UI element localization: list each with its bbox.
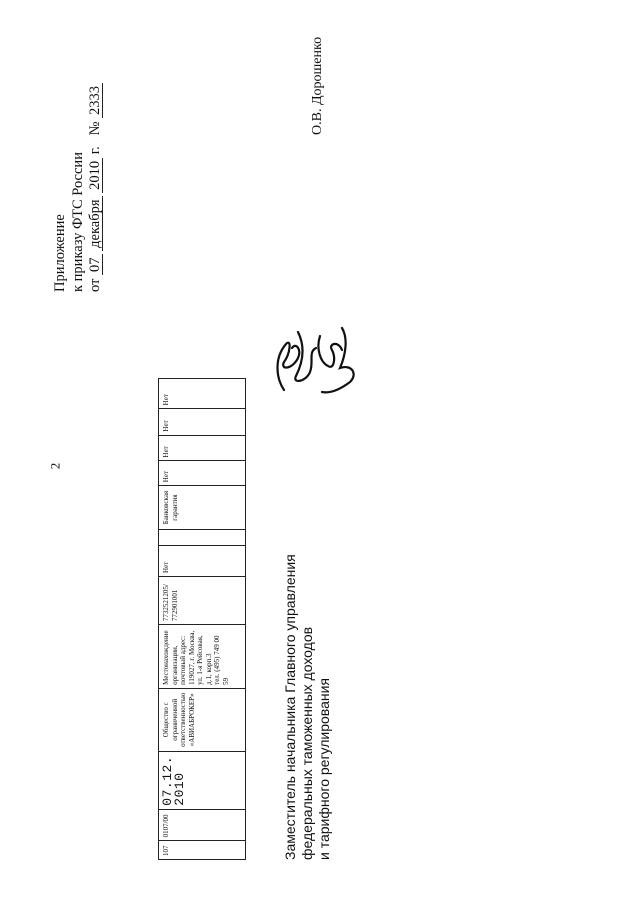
appendix-header (52, 83, 105, 292)
signatory-name: О.В. Дорошенко (310, 36, 325, 135)
position-line-2: федеральных таможенных доходов (299, 626, 315, 860)
registry-number-cell: 0107/00 (159, 809, 246, 841)
inn-kpp-cell: 7732521205/ 772901001 (159, 576, 246, 624)
address-cell: Местонахождение организации, почтовый адрес: 119027, г. Москва, ул. 1-я Рейсовая, д.1, корп.3 тел. (495) 749 00 59 (159, 625, 246, 689)
appendix-title: Приложение (52, 214, 68, 292)
column-13-cell: Нет (159, 379, 246, 409)
column-7-cell: Нет (159, 546, 246, 577)
page-number: 2 (47, 462, 63, 470)
order-month: декабря (88, 196, 103, 250)
position-line-3: и тарифного регулирования (316, 678, 332, 860)
column-10-cell: Нет (159, 461, 246, 486)
handwritten-signature (262, 318, 366, 398)
order-date-line (87, 83, 105, 292)
column-11-cell: Нет (159, 435, 246, 461)
organization-name-cell: Общество с ограниченной ответственностью «АВИАБРОКЕР» (159, 688, 246, 751)
row-number-cell: 107 (159, 841, 246, 860)
order-reference: к приказу ФТС России (69, 152, 86, 292)
number-label: № (87, 121, 103, 136)
order-year: 2010 (88, 158, 103, 193)
signatory-position (282, 554, 333, 860)
registry-table (158, 378, 246, 860)
date-cell: 07.12. 2010 (159, 751, 246, 809)
year-suffix: г. (87, 146, 103, 155)
column-8-cell (159, 529, 246, 545)
from-label: от (87, 278, 103, 292)
column-12-cell: Нет (159, 409, 246, 435)
position-line-1: Заместитель начальника Главного управления (282, 554, 298, 860)
order-number: 2333 (88, 83, 103, 118)
guarantee-type-cell: Банковская гарантия (159, 486, 246, 530)
order-day: 07 (88, 254, 103, 275)
